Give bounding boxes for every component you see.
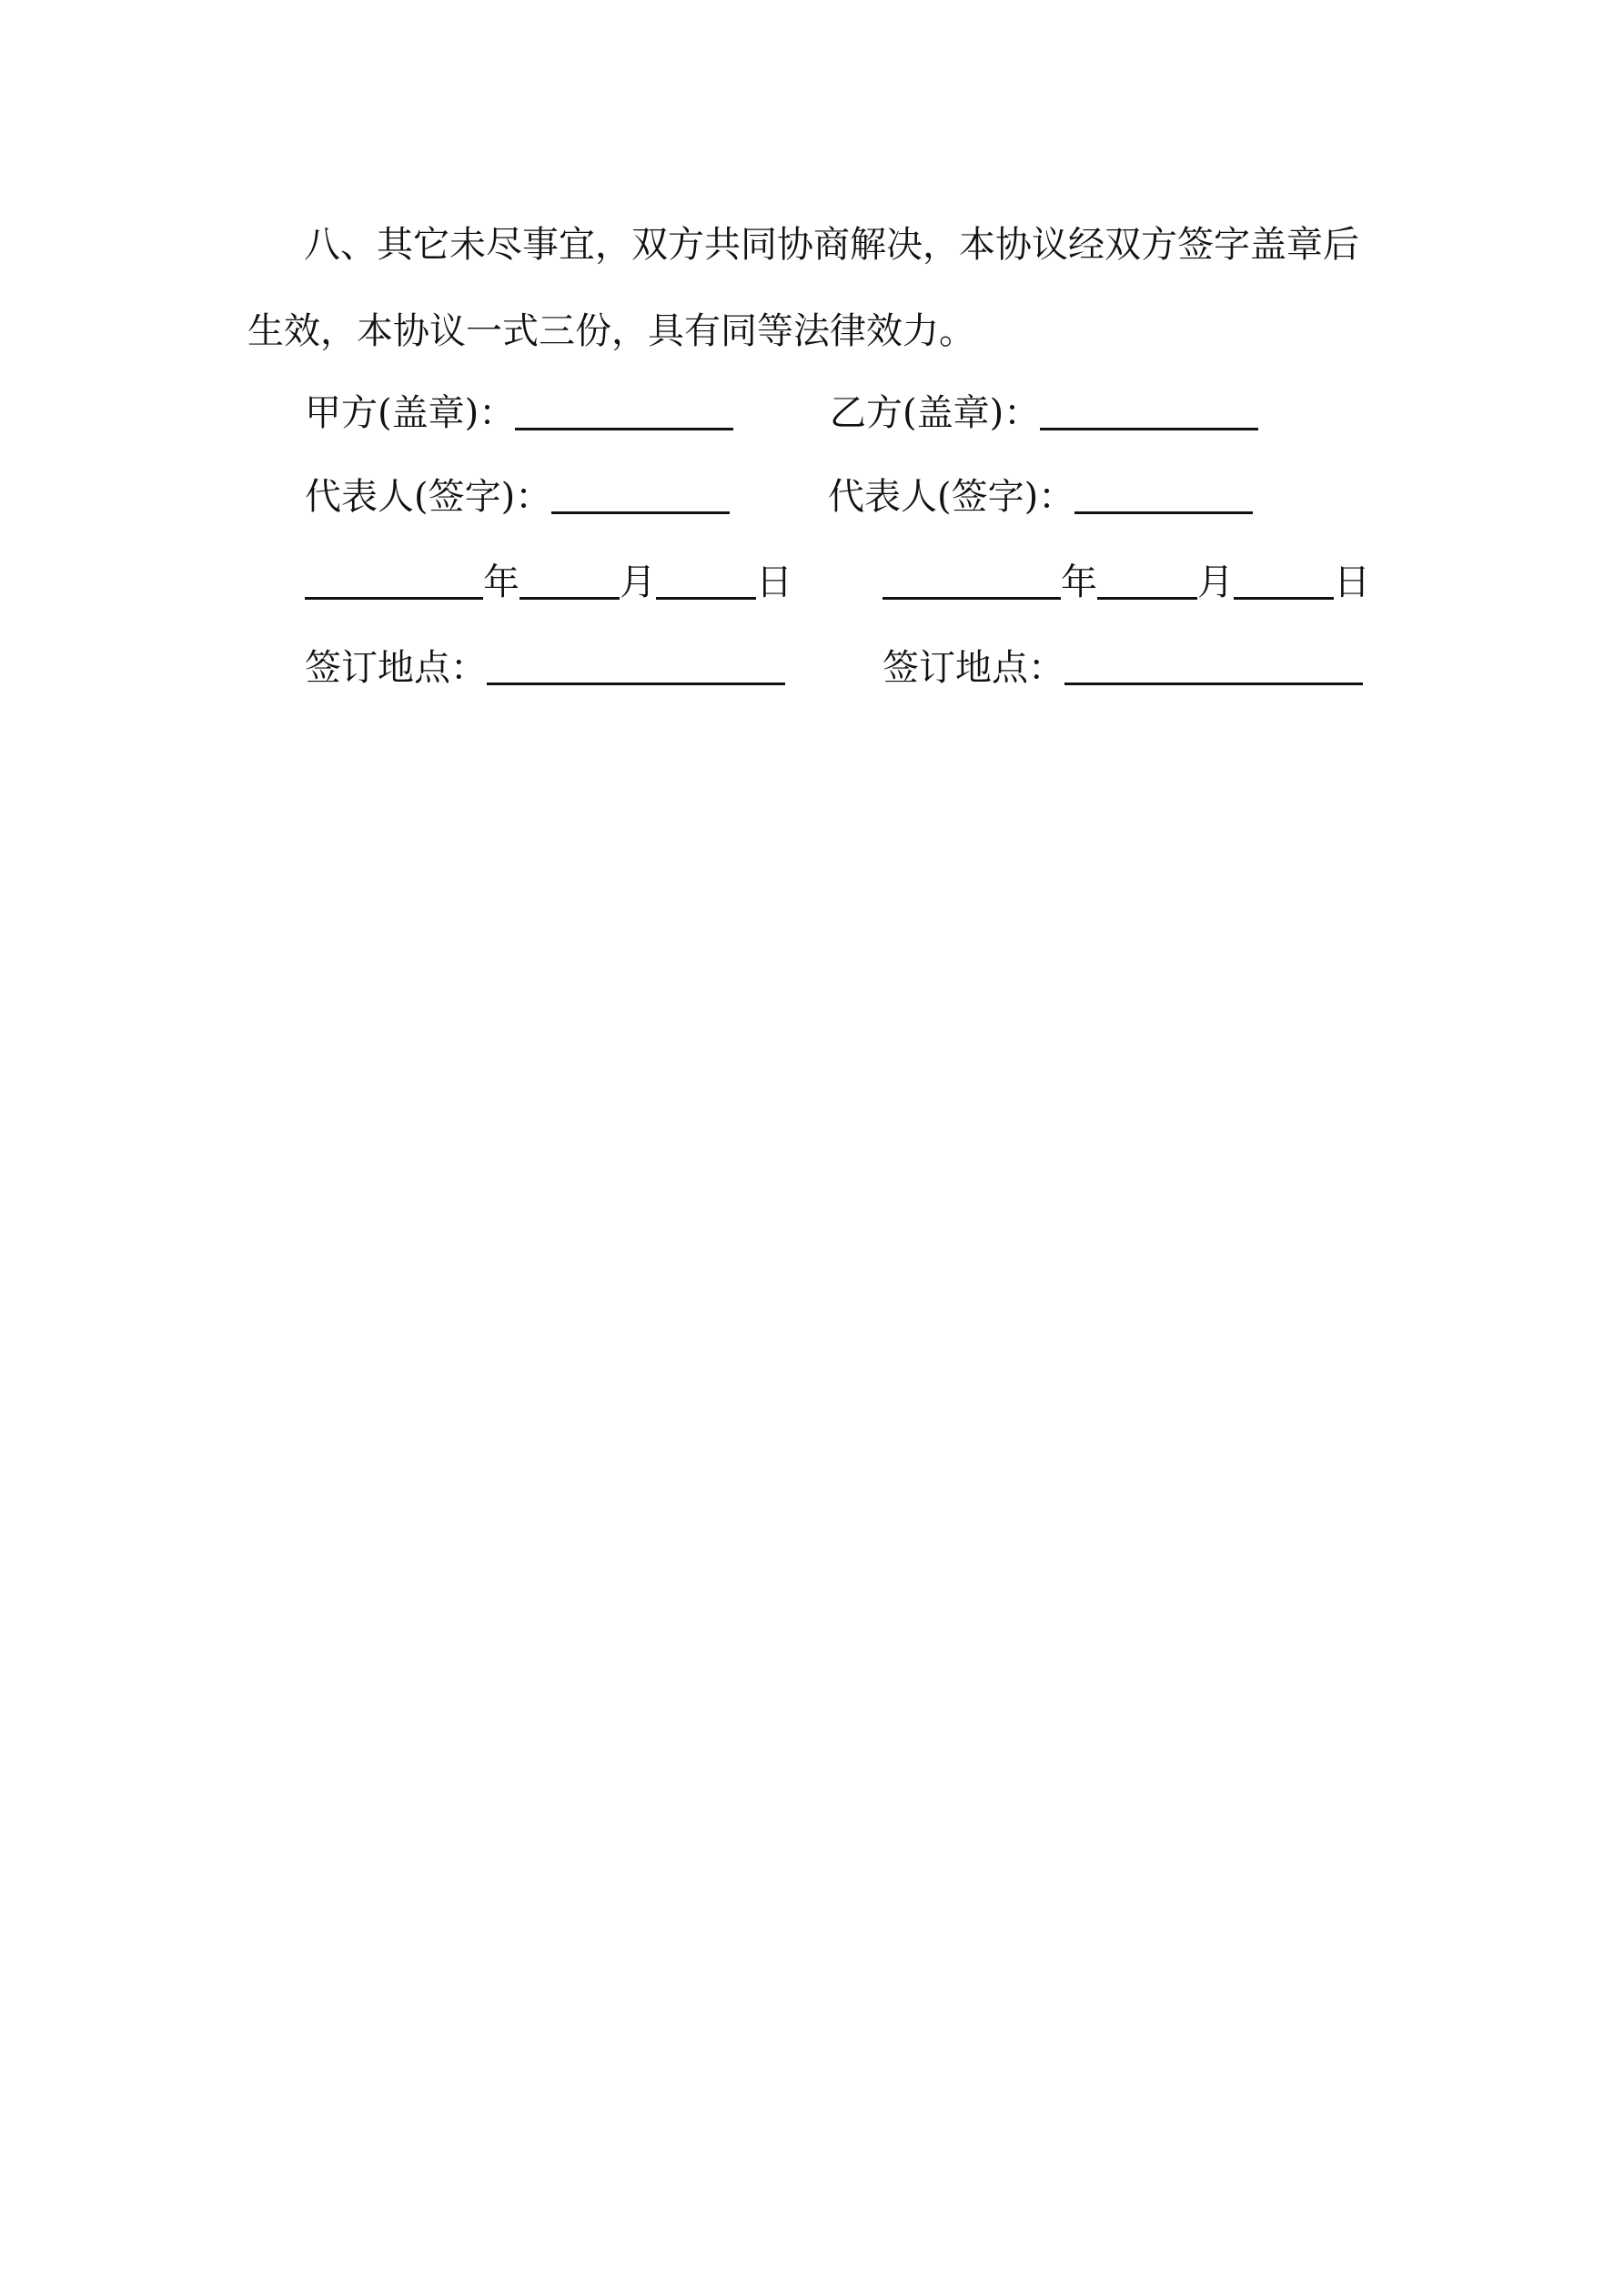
party-a-seal-label: 甲方(盖章)： (305, 392, 516, 434)
party-b-seal-blank[interactable] (1040, 393, 1258, 430)
party-b-year-blank[interactable] (883, 562, 1061, 600)
party-a-year-blank[interactable] (305, 562, 483, 600)
date-row (0, 555, 1624, 610)
signing-place-row (0, 641, 1624, 695)
party-b-month-label: 月 (1197, 561, 1234, 603)
party-b-place-label: 签订地点： (883, 647, 1064, 689)
party-a-seal-blank[interactable] (515, 393, 733, 430)
party-a-year-label: 年 (483, 561, 519, 603)
party-a-rep-label: 代表人(签字)： (305, 476, 552, 518)
party-b-seal-label: 乙方(盖章)： (830, 392, 1041, 434)
party-b-date (883, 555, 1370, 610)
party-b-signing-place (883, 641, 1363, 695)
clause-eight-paragraph (247, 202, 1376, 375)
party-a-day-label: 日 (756, 561, 792, 603)
party-a-representative (305, 470, 730, 524)
party-a-month-label: 月 (620, 561, 656, 603)
party-a-date (305, 555, 792, 610)
party-b-seal (830, 386, 1258, 440)
party-b-rep-blank[interactable] (1074, 477, 1253, 514)
party-b-year-label: 年 (1061, 561, 1097, 603)
party-a-rep-blank[interactable] (551, 477, 730, 514)
party-a-day-blank[interactable] (656, 562, 756, 600)
party-b-day-blank[interactable] (1234, 562, 1334, 600)
party-a-signing-place (305, 641, 785, 695)
party-b-place-blank[interactable] (1064, 648, 1363, 685)
party-a-place-label: 签订地点： (305, 647, 487, 689)
representative-row (0, 470, 1624, 524)
party-b-representative (828, 470, 1253, 524)
party-b-rep-label: 代表人(签字)： (828, 476, 1075, 518)
party-a-month-blank[interactable] (519, 562, 620, 600)
party-b-day-label: 日 (1334, 561, 1370, 603)
party-a-seal (305, 386, 733, 440)
party-b-month-blank[interactable] (1097, 562, 1197, 600)
seal-row (0, 386, 1624, 440)
clause-eight-text: 八、其它未尽事宜，双方共同协商解决，本协议经双方签字盖章后生效，本协议一式三份，具有同等法律效力。 (247, 224, 1359, 352)
party-a-place-blank[interactable] (487, 648, 785, 685)
